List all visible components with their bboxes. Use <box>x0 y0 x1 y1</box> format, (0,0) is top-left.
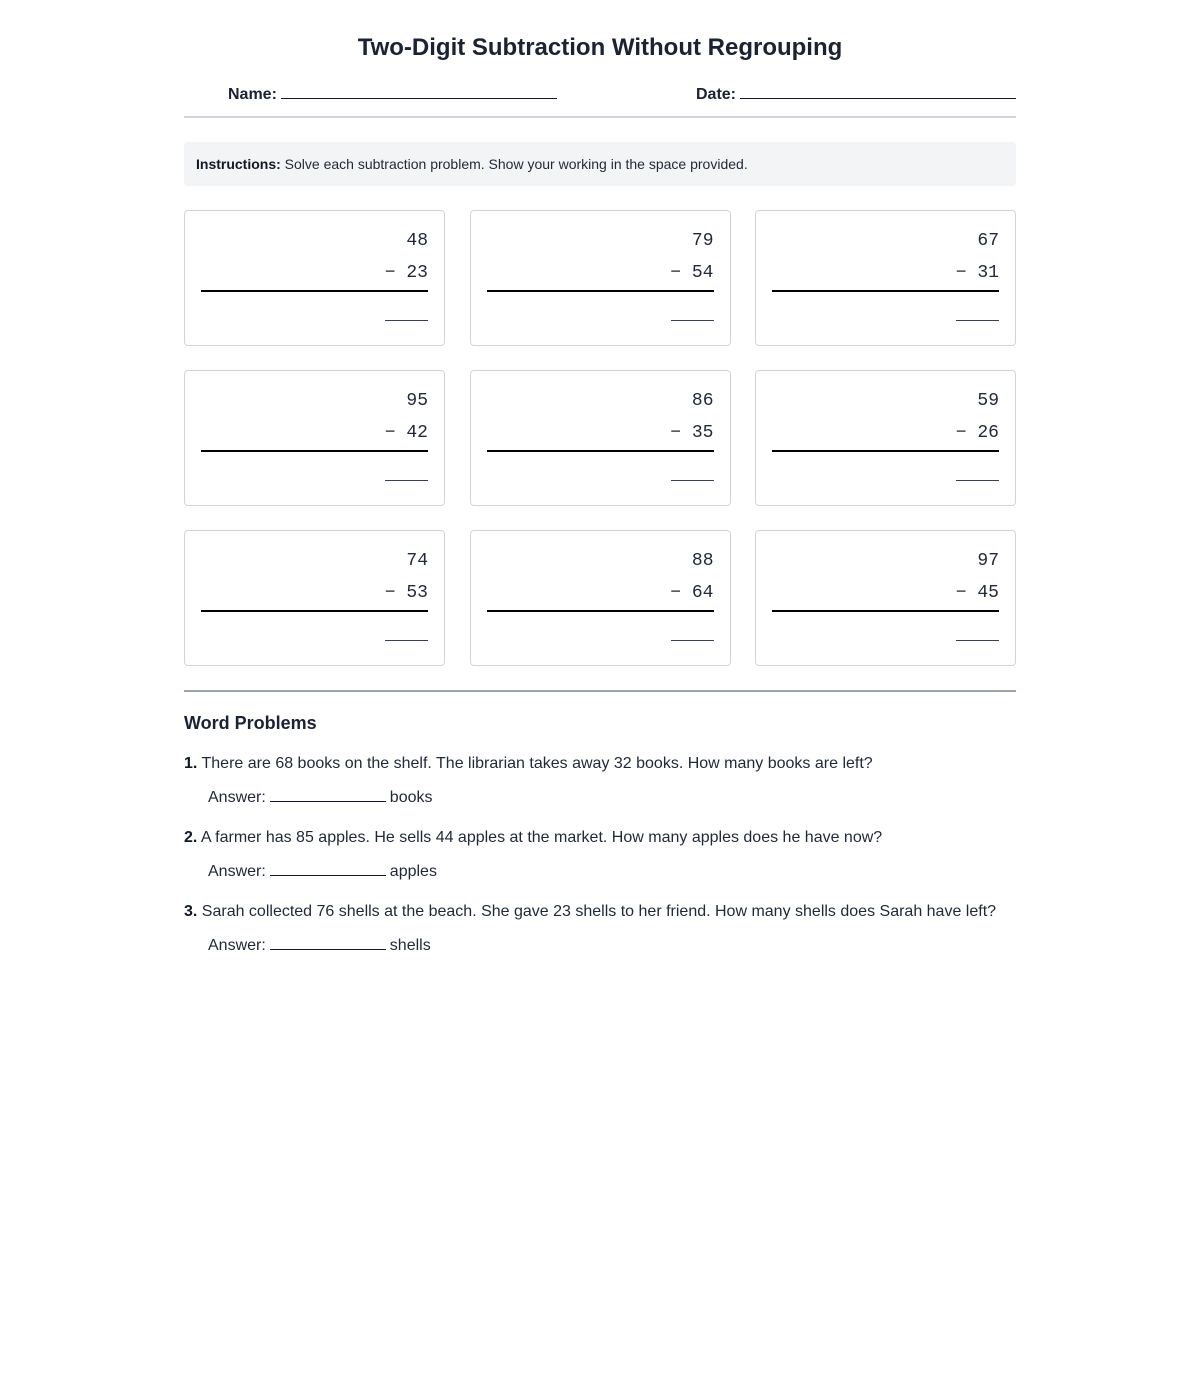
word-problem-question <box>184 754 1016 774</box>
word-problem-number: 1. <box>184 755 198 772</box>
word-problems-heading: Word Problems <box>184 713 317 733</box>
date-label: Date: <box>696 86 737 103</box>
page-title: Two-Digit Subtraction Without Regrouping <box>357 34 843 61</box>
minuend: 48 <box>406 231 428 251</box>
subtrahend: − 54 <box>670 263 714 283</box>
minuend: 67 <box>977 231 999 251</box>
answer-unit: books <box>389 789 433 806</box>
subtraction-problem <box>755 370 1016 506</box>
answer-blank[interactable] <box>270 934 386 950</box>
answer-blank[interactable] <box>956 320 999 321</box>
minuend: 74 <box>406 551 428 571</box>
subtraction-problem <box>184 530 445 666</box>
student-info-row <box>184 82 1016 118</box>
subtrahend: − 45 <box>955 583 999 603</box>
word-problem-answer <box>208 934 1016 956</box>
answer-blank[interactable] <box>385 480 428 481</box>
subtrahend: − 42 <box>384 423 428 443</box>
section-divider <box>184 690 1016 692</box>
answer-rule <box>201 450 428 452</box>
word-problem <box>184 902 1016 956</box>
answer-rule <box>772 610 999 612</box>
answer-label: Answer: <box>208 789 266 806</box>
answer-blank[interactable] <box>956 480 999 481</box>
minuend: 88 <box>691 551 714 571</box>
subtrahend: − 53 <box>384 583 428 603</box>
date-field <box>696 82 1016 105</box>
word-problem-number: 3. <box>184 903 198 920</box>
answer-blank[interactable] <box>956 640 999 641</box>
word-problem-number: 2. <box>184 829 198 846</box>
answer-rule <box>487 450 714 452</box>
answer-blank[interactable] <box>270 786 386 802</box>
subtrahend: − 23 <box>384 263 428 283</box>
date-blank-line[interactable] <box>740 82 1016 99</box>
answer-label: Answer: <box>208 863 266 880</box>
instructions-text: Solve each subtraction problem. Show your working in the space provided. <box>280 156 748 172</box>
word-problem-text: There are 68 books on the shelf. The librarian takes away 32 books. How many books are left? <box>197 755 873 772</box>
answer-blank[interactable] <box>671 480 714 481</box>
word-problem-answer <box>208 786 1016 808</box>
answer-blank[interactable] <box>671 640 714 641</box>
subtrahend: − 35 <box>670 423 714 443</box>
subtrahend: − 64 <box>670 583 714 603</box>
name-blank-line[interactable] <box>281 82 557 99</box>
problems-grid <box>184 210 1016 666</box>
answer-label: Answer: <box>208 937 266 954</box>
subtraction-problem <box>184 370 445 506</box>
subtrahend: − 31 <box>955 263 999 283</box>
subtraction-problem <box>470 530 731 666</box>
minuend: 79 <box>691 231 714 251</box>
subtraction-problem <box>470 210 731 346</box>
word-problem <box>184 828 1016 882</box>
worksheet-page <box>184 0 1016 956</box>
answer-rule <box>487 610 714 612</box>
answer-blank[interactable] <box>270 860 386 876</box>
subtraction-problem <box>755 210 1016 346</box>
word-problem-answer <box>208 860 1016 882</box>
answer-rule <box>772 290 999 292</box>
word-problem <box>184 754 1016 808</box>
subtrahend: − 26 <box>955 423 999 443</box>
name-field <box>228 82 557 105</box>
subtraction-problem <box>184 210 445 346</box>
minuend: 97 <box>977 551 999 571</box>
minuend: 86 <box>691 391 714 411</box>
word-problem-text: Sarah collected 76 shells at the beach. She gave 23 shells to her friend. How many shells does Sarah have left? <box>197 903 997 920</box>
word-problem-question <box>184 902 1016 922</box>
answer-rule <box>201 290 428 292</box>
minuend: 95 <box>406 391 428 411</box>
answer-unit: shells <box>389 937 431 954</box>
answer-blank[interactable] <box>385 320 428 321</box>
answer-unit: apples <box>389 863 437 880</box>
minuend: 59 <box>977 391 999 411</box>
answer-rule <box>772 450 999 452</box>
name-label: Name: <box>228 86 277 103</box>
instructions-label: Instructions: <box>196 156 281 172</box>
word-problem-text: A farmer has 85 apples. He sells 44 apples at the market. How many apples does he have now? <box>197 829 883 846</box>
subtraction-problem <box>755 530 1016 666</box>
answer-blank[interactable] <box>385 640 428 641</box>
word-problem-question <box>184 828 1016 848</box>
answer-rule <box>487 290 714 292</box>
answer-rule <box>201 610 428 612</box>
instructions-box <box>184 142 1016 186</box>
subtraction-problem <box>470 370 731 506</box>
answer-blank[interactable] <box>671 320 714 321</box>
